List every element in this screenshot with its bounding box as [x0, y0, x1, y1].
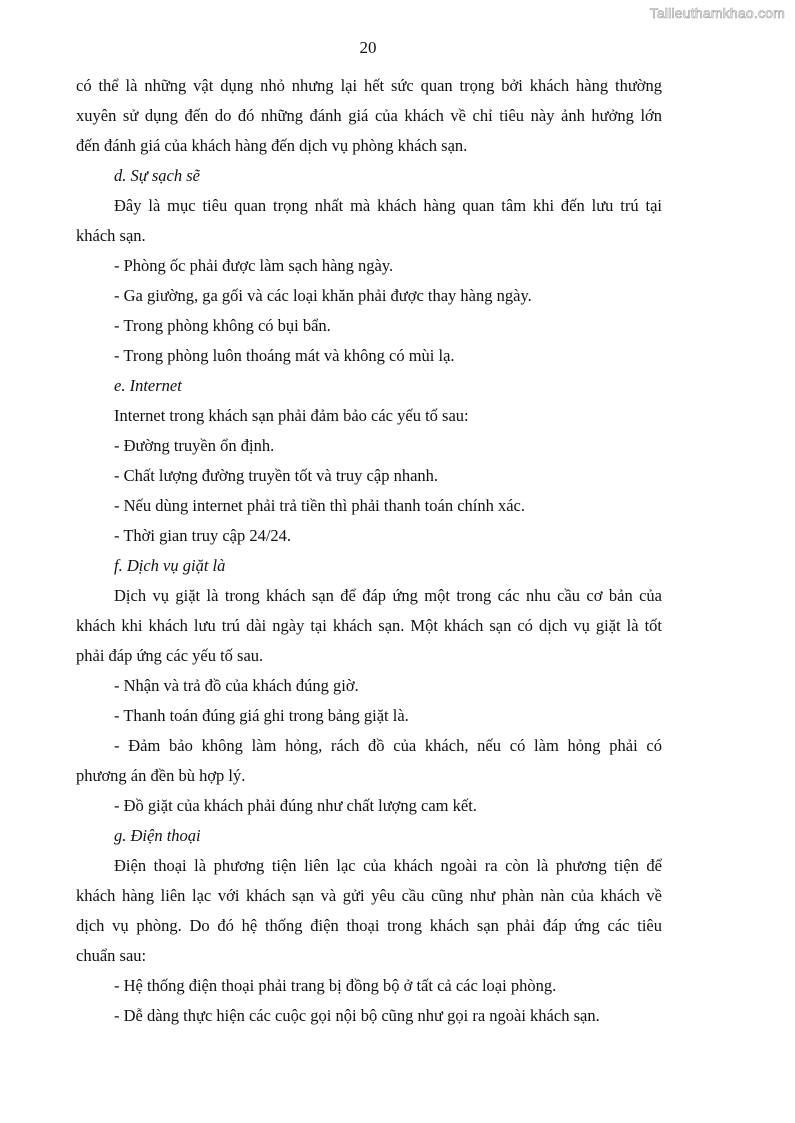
- text-line: Internet trong khách sạn phải đảm bảo các yếu tố sau:: [114, 406, 469, 425]
- section-heading: e. Internet: [114, 376, 182, 395]
- text-line: - Chất lượng đường truyền tốt và truy cập nhanh.: [114, 466, 439, 485]
- text-line: - Đường truyền ổn định.: [114, 436, 275, 455]
- text-line: - Hệ thống điện thoại phải trang bị đồng bộ ở tất cả các loại phòng.: [114, 976, 557, 995]
- text-line: Dịch vụ giặt là trong khách sạn để đáp ứng một trong các nhu cầu cơ bản của: [114, 586, 662, 605]
- text-line: chuẩn sau:: [76, 946, 147, 965]
- text-line: Đây là mục tiêu quan trọng nhất mà khách hàng quan tâm khi đến lưu trú tại: [114, 196, 662, 215]
- text-line: đến đánh giá của khách hàng đến dịch vụ phòng khách sạn.: [76, 136, 468, 155]
- text-line: - Ga giường, ga gối và các loại khăn phải được thay hàng ngày.: [114, 286, 532, 305]
- text-line: - Nhận và trả đồ của khách đúng giờ.: [114, 676, 359, 695]
- text-line: - Dễ dàng thực hiện các cuộc gọi nội bộ cũng như gọi ra ngoài khách sạn.: [114, 1006, 600, 1025]
- text-line: - Thanh toán đúng giá ghi trong bảng giặt là.: [114, 706, 409, 725]
- text-line: - Nếu dùng internet phải trả tiền thì phải thanh toán chính xác.: [114, 496, 526, 515]
- text-line: Điện thoại là phương tiện liên lạc của khách ngoài ra còn là phương tiện để: [114, 856, 662, 875]
- watermark: Tailieuthamkhao.com: [649, 5, 785, 21]
- text-line: phương án đền bù hợp lý.: [76, 766, 246, 785]
- section-heading: f. Dịch vụ giặt là: [114, 556, 226, 575]
- section-heading: d. Sự sạch sẽ: [114, 166, 200, 185]
- text-line: dịch vụ phòng. Do đó hệ thống điện thoại trong khách sạn phải đáp ứng các tiêu: [76, 916, 662, 935]
- text-line: - Đảm bảo không làm hỏng, rách đồ của khách, nếu có làm hỏng phải có: [114, 736, 662, 755]
- text-line: phải đáp ứng các yếu tố sau.: [76, 646, 264, 665]
- page-number: 20: [359, 38, 377, 57]
- text-line: khách hàng liên lạc với khách sạn và gửi yêu cầu cũng như phàn nàn của khách về: [76, 886, 662, 905]
- section-heading: g. Điện thoại: [114, 826, 201, 845]
- document-body: [76, 71, 662, 1031]
- text-line: - Phòng ốc phải được làm sạch hàng ngày.: [114, 256, 394, 275]
- text-line: - Trong phòng không có bụi bẩn.: [114, 316, 331, 335]
- text-line: - Trong phòng luôn thoáng mát và không có mùi lạ.: [114, 346, 455, 365]
- text-line: xuyên sử dụng đến do đó những đánh giá của khách về chỉ tiêu này ảnh hưởng lớn: [76, 106, 662, 125]
- text-line: - Đồ giặt của khách phải đúng như chất lượng cam kết.: [114, 796, 477, 815]
- text-line: có thể là những vật dụng nhỏ nhưng lại hết sức quan trọng bởi khách hàng thường: [76, 76, 662, 95]
- text-line: - Thời gian truy cập 24/24.: [114, 526, 292, 545]
- text-line: khách sạn.: [76, 226, 146, 245]
- text-line: khách khi khách lưu trú dài ngày tại khách sạn. Một khách sạn có dịch vụ giặt là tốt: [76, 616, 662, 635]
